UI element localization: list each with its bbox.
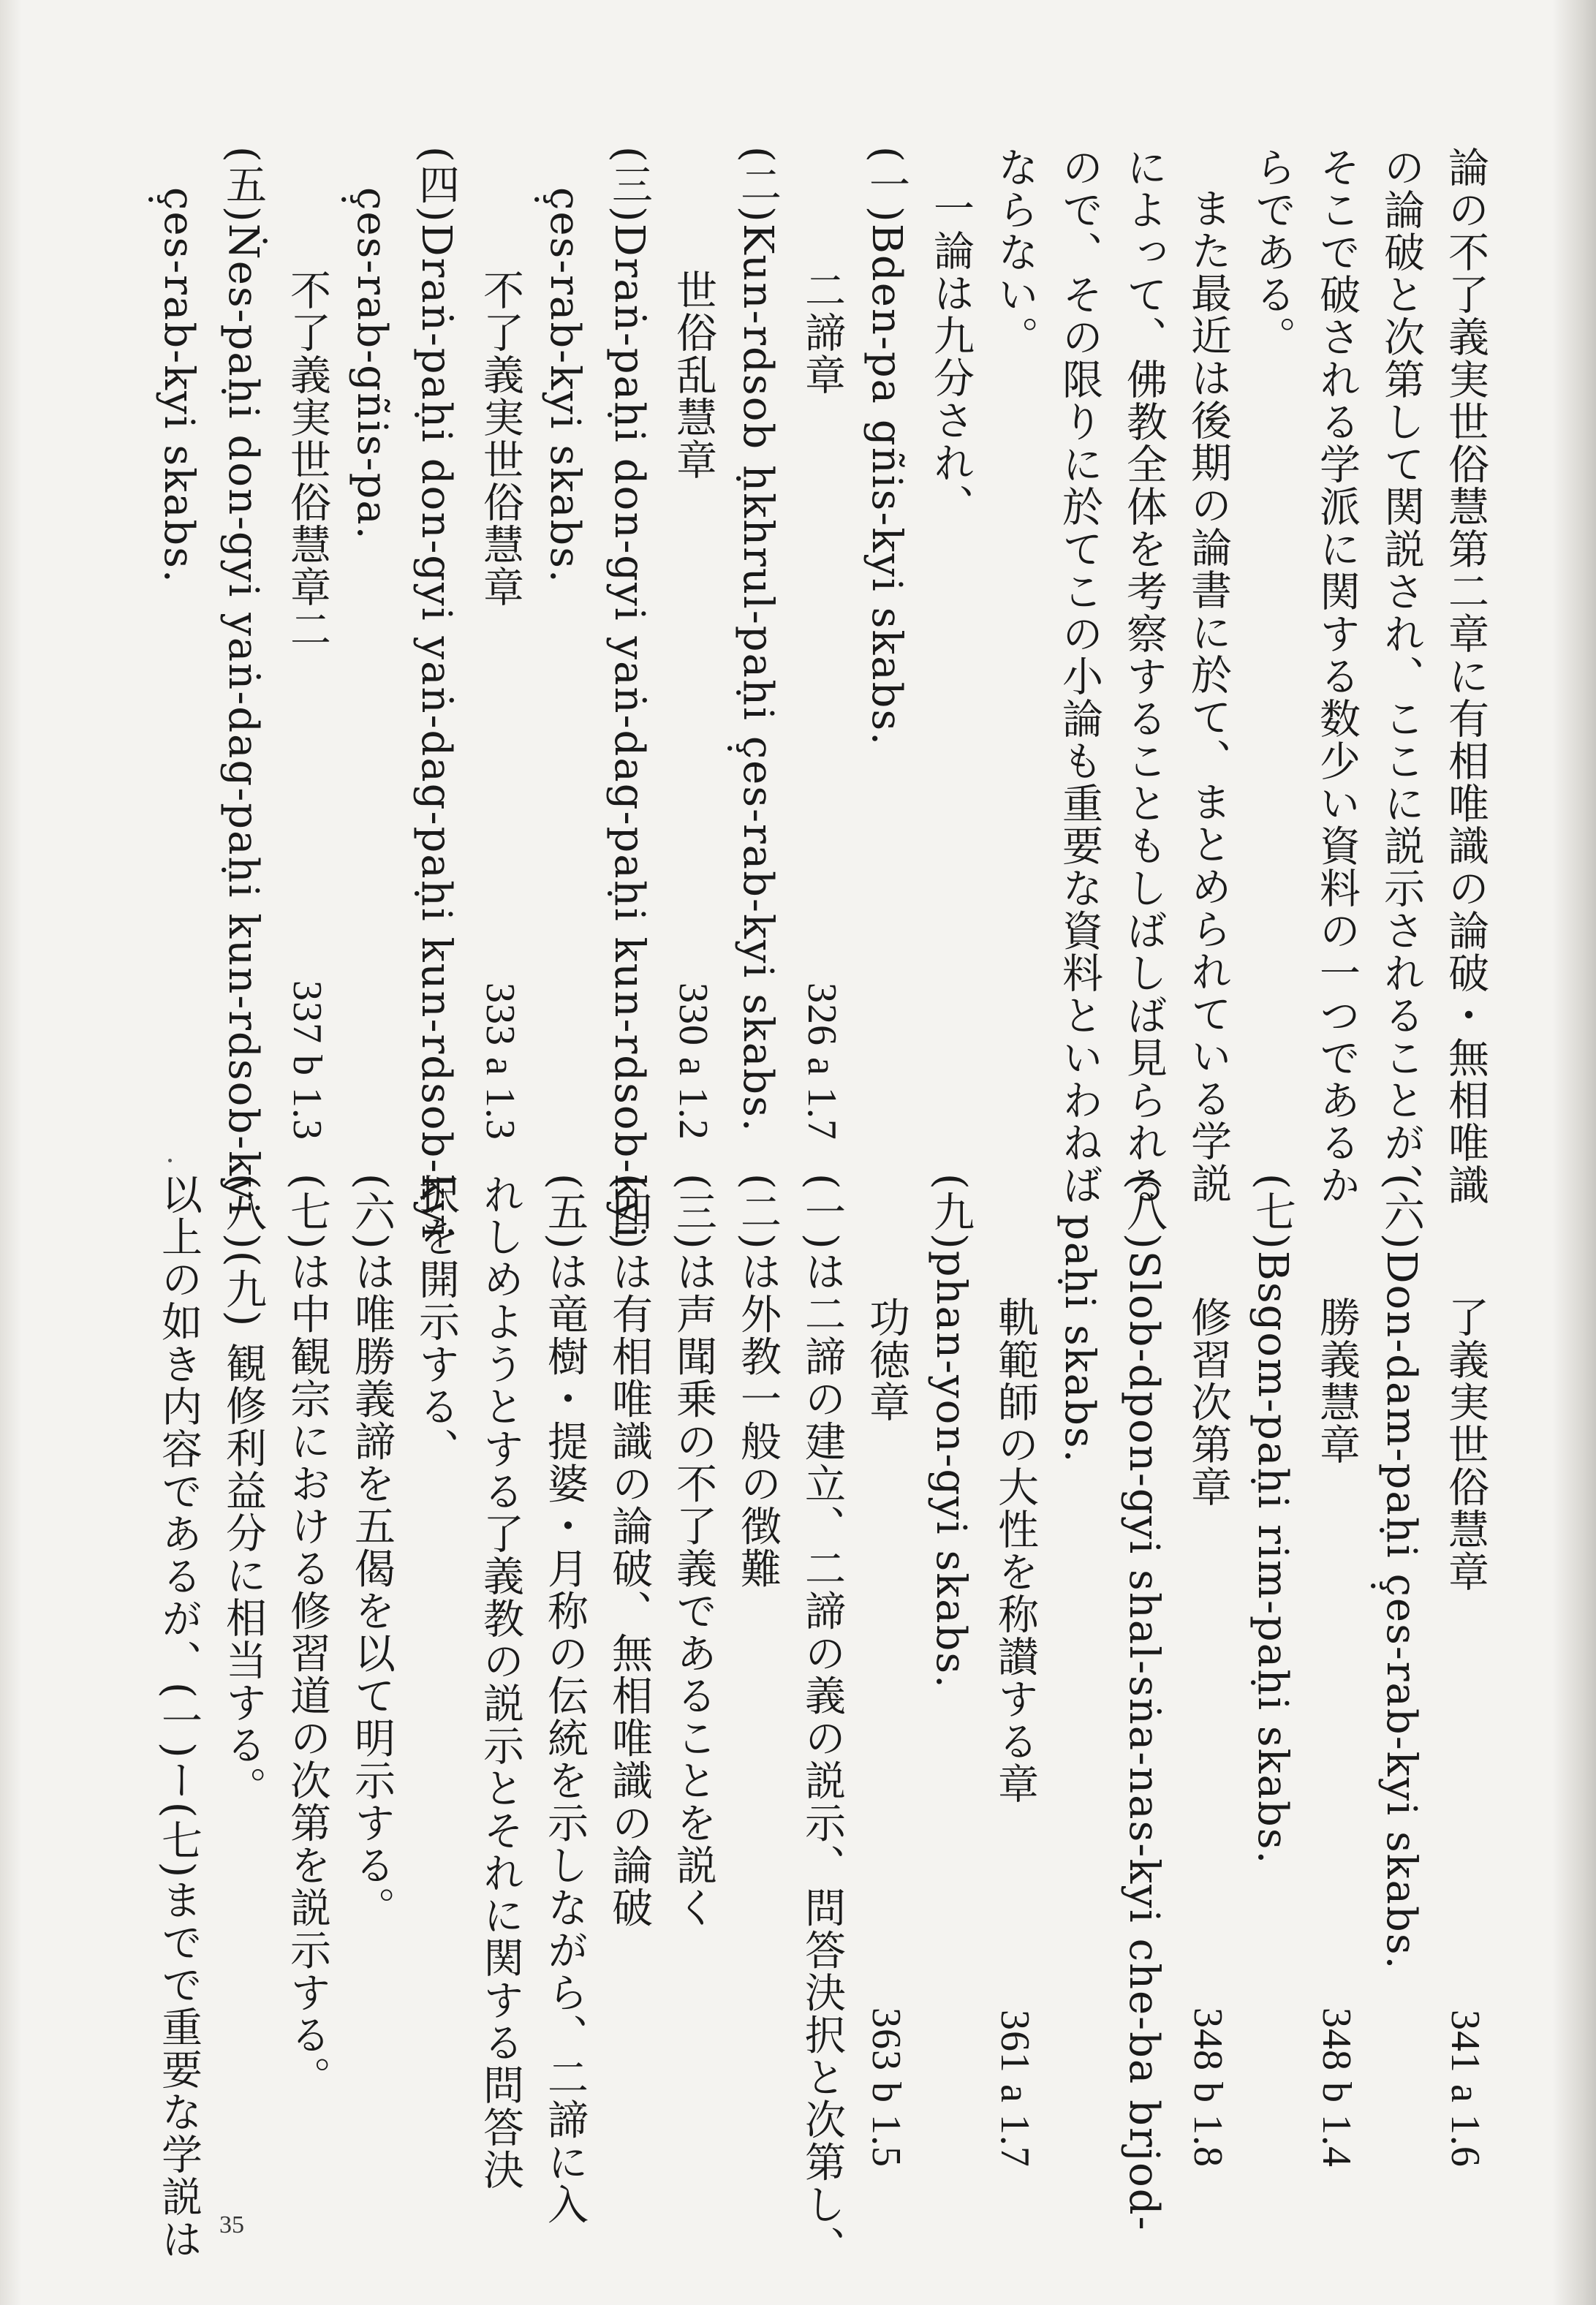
- folio-reference: 337 b 1.3: [284, 980, 330, 1140]
- column-text: 勝義慧章: [1313, 1296, 1361, 1466]
- column-text: (五)は竜樹・提婆・月称の伝統を示しながら、二諦に入: [541, 1173, 589, 2226]
- text-column: [211, 1173, 275, 2168]
- column-text: れしめようとする了義教の説示とそれに関する問答決: [477, 1173, 524, 2191]
- text-column: [1240, 1173, 1304, 2168]
- text-column: [983, 146, 1047, 1140]
- text-column: [854, 146, 918, 1140]
- column-text: (七)Bsgom-paḥi rim-paḥi skabs.: [1249, 1173, 1296, 1866]
- text-column: [468, 1173, 532, 2191]
- column-text: 以上の如き内容であるが、(一)ー(七)までで重要な学説は: [155, 1173, 203, 2261]
- text-column: [1176, 146, 1240, 1205]
- text-column: [725, 1173, 790, 2168]
- folio-reference: 341 a 1.6: [1442, 2010, 1488, 2168]
- column-text: (一)Bden-pa gñis-kyi skabs.: [863, 146, 910, 747]
- folio-reference: 330 a 1.2: [670, 983, 716, 1140]
- text-column: [854, 1173, 918, 2168]
- text-column: [661, 1173, 725, 2168]
- text-column: [275, 146, 339, 1140]
- text-column: [146, 1173, 211, 2261]
- text-column: [532, 1173, 597, 2226]
- column-text: (九)phan-yon-gyi skabs.: [927, 1173, 975, 1689]
- text-column: [275, 1173, 339, 2168]
- text-column: [918, 146, 983, 1140]
- column-text: によって、佛教全体を考察することもしばしば見られる: [1120, 146, 1168, 1206]
- top-text-block: [108, 146, 1497, 1240]
- text-column: [339, 146, 404, 1140]
- column-text: (八)Slob-dpon-gyi shal-sṅa-nas-kyi che-ba brjod-: [1120, 1173, 1168, 2232]
- column-text: らである。: [1249, 146, 1296, 358]
- column-text: (三)Draṅ-paḥi don-gyi yaṅ-dag-paḥi kun-rdsob-kyi: [605, 146, 653, 1240]
- column-text: (六)Don-dam-paḥi ç̣es-rab-kyi skabs.: [1377, 1173, 1425, 1971]
- column-text: 不了義実世俗慧章: [477, 269, 524, 608]
- column-text: (四)は有相唯識の論破、無相唯識の論破: [605, 1173, 653, 1929]
- column-text: 択を開示する、: [412, 1173, 460, 1470]
- text-column: [468, 146, 532, 1140]
- column-text: の論破と次第して関説され、ここに説示されることが、: [1377, 146, 1425, 1206]
- column-text: 修習次第章: [1184, 1296, 1232, 1508]
- text-column: [211, 146, 275, 1216]
- column-text: ç̣es-rab-kyi skabs.: [155, 187, 203, 584]
- text-column: [404, 146, 468, 1240]
- text-column: [661, 146, 725, 1140]
- text-column: [1176, 1173, 1240, 2168]
- text-column: [532, 146, 597, 1140]
- column-text: (六)は唯勝義諦を五偈を以て明示する。: [348, 1173, 396, 1929]
- column-text: 二諦章: [798, 269, 846, 396]
- column-text: 了義実世俗慧章: [1442, 1296, 1489, 1593]
- column-text: (二)は外教一般の徴難: [734, 1173, 782, 1590]
- column-text: そこで破される学派に関する数少い資料の一つであるか: [1313, 146, 1361, 1206]
- column-text: (四)Draṅ-paḥi don-gyi yaṅ-dag-paḥi kun-rdsob-kyi: [412, 146, 460, 1240]
- text-column: [1111, 146, 1176, 1206]
- text-column: [339, 1173, 404, 2168]
- column-text: (八)(九) 観修利益分に相当する。: [219, 1173, 267, 1809]
- column-text: (七)は中観宗における修習道の次第を説示する。: [284, 1173, 331, 2099]
- text-column: [146, 146, 211, 1140]
- column-text: (三)は声聞乗の不了義であることを説く: [670, 1173, 717, 1929]
- text-column: [790, 146, 854, 1140]
- column-text: (二)Kun-rdsob ḥkhrul-paḥi ç̣es-rab-kyi skabs.: [734, 146, 782, 1133]
- column-text: 一論は九分され、: [927, 187, 975, 526]
- folio-reference: 361 a 1.7: [992, 2010, 1037, 2168]
- text-column: [1433, 146, 1497, 1206]
- text-column: [983, 1173, 1047, 2168]
- text-column: [1240, 146, 1304, 1140]
- folio-reference: 348 b 1.8: [1185, 2007, 1230, 2168]
- column-text: (五)Ṅes-paḥi don-gyi yaṅ-dag-paḥi kun-rdsob-kyi: [219, 146, 267, 1216]
- column-text: 不了義実世俗慧章二: [284, 269, 331, 651]
- column-text: 世俗乱慧章: [670, 269, 717, 481]
- scan-speck: [168, 1159, 172, 1162]
- column-text: ç̣es-rab-kyi skabs.: [541, 187, 589, 584]
- column-text: 功徳章: [863, 1296, 910, 1423]
- text-column: [1369, 146, 1433, 1206]
- text-column: [790, 1173, 854, 2268]
- text-column: [597, 1173, 661, 2168]
- column-text: 論の不了義実世俗慧第二章に有相唯識の論破・無相唯識: [1442, 146, 1489, 1206]
- folio-reference: 333 a 1.3: [477, 983, 523, 1140]
- column-text: 軌範師の大性を称讃する章: [991, 1296, 1039, 1805]
- text-column: [597, 146, 661, 1240]
- text-column: [1304, 146, 1369, 1206]
- folio-reference: 363 b 1.5: [863, 2007, 909, 2168]
- folio-reference: 326 a 1.7: [799, 983, 844, 1140]
- text-column: [1047, 1173, 1111, 2168]
- text-column: [1369, 1173, 1433, 2168]
- text-column: [918, 1173, 983, 2168]
- column-text: ならない。: [991, 146, 1039, 358]
- text-column: [1111, 1173, 1176, 2232]
- page-number: 35: [219, 2211, 244, 2238]
- text-column: [1304, 1173, 1369, 2168]
- text-column: [725, 146, 790, 1140]
- column-text: ç̣es-rab-gñis-pa.: [348, 187, 396, 541]
- text-column: [1047, 146, 1111, 1206]
- text-column: [404, 1173, 468, 2168]
- column-text: paḥi skabs.: [1056, 1214, 1103, 1464]
- column-text: (一)は二諦の建立、二諦の義の説示、問答決択と次第し、: [798, 1173, 846, 2268]
- column-text: また最近は後期の論書に於て、まとめられている学説: [1184, 187, 1232, 1205]
- text-column: [1433, 1173, 1497, 2168]
- folio-reference: 348 b 1.4: [1314, 2007, 1359, 2168]
- column-text: ので、その限りに於てこの小論も重要な資料といわねば: [1056, 146, 1103, 1206]
- scan-edge-left: [0, 0, 22, 2305]
- scan-edge-right: [1552, 0, 1596, 2305]
